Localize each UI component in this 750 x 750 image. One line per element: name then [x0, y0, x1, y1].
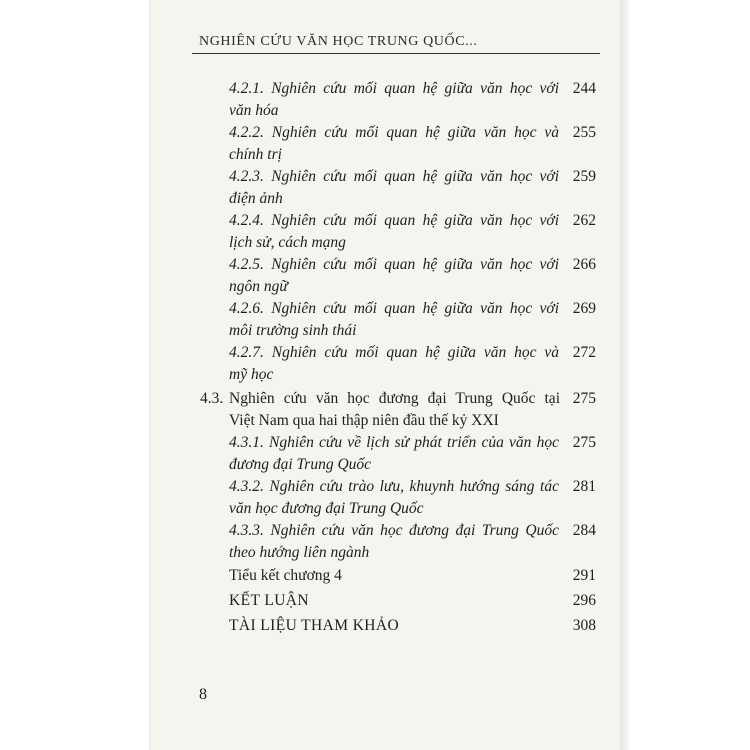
toc-entry-title-line2: theo hướng liên ngành: [229, 544, 370, 561]
toc-entry: [229, 166, 559, 210]
toc-entry: [229, 565, 559, 587]
toc-entry: [229, 342, 559, 386]
toc-entry-title-line2: văn học đương đại Trung Quốc: [229, 500, 424, 517]
toc-entry-title: KẾT LUẬN: [229, 592, 309, 609]
toc-entry-title-line2: đương đại Trung Quốc: [229, 456, 372, 473]
toc-entry-title-line2: Việt Nam qua hai thập niên đầu thế kỷ XXI: [229, 412, 499, 429]
toc-entry-page: 269: [572, 300, 596, 317]
toc-entry-title: Tiểu kết chương 4: [229, 567, 342, 584]
toc-entry-title-line1: 4.3.3. Nghiên cứu văn học đương đại Trung Quốc: [229, 522, 559, 539]
toc-entry-title-line1: 4.3.1. Nghiên cứu về lịch sử phát triển của văn học: [229, 434, 559, 451]
toc-section-entry: [200, 388, 560, 410]
toc-entry-title-line2: điện ảnh: [229, 190, 283, 207]
toc-entry: [229, 432, 559, 476]
toc-entry-title-line2: văn hóa: [229, 102, 279, 119]
toc-entry: [229, 520, 559, 564]
toc-entry: [229, 615, 559, 637]
toc-entry-page: 275: [572, 434, 596, 451]
toc-entry-page: 308: [572, 617, 596, 634]
toc-entry-title-line1: 4.2.4. Nghiên cứu mối quan hệ giữa văn học với: [229, 212, 559, 229]
toc-entry-title-line2: mỹ học: [229, 366, 274, 383]
toc-entry-page: 275: [572, 390, 596, 407]
header-rule: [192, 53, 600, 54]
toc-section-number: 4.3.: [200, 390, 224, 407]
page-number: 8: [199, 686, 207, 703]
toc-entry-title-line1: [200, 388, 560, 410]
toc-entry-page: 296: [572, 592, 596, 609]
toc-entry-title-line1: 4.2.6. Nghiên cứu mối quan hệ giữa văn học với: [229, 300, 559, 317]
toc-entry-title-line1: 4.2.5. Nghiên cứu mối quan hệ giữa văn học với: [229, 256, 559, 273]
toc-entry: [229, 122, 559, 166]
toc-entry: [229, 210, 559, 254]
toc-entry-title-line1: 4.2.7. Nghiên cứu mối quan hệ giữa văn học và: [229, 344, 559, 361]
toc-entry-title-line2: chính trị: [229, 146, 282, 163]
toc-entry-page: 259: [572, 168, 596, 185]
toc-entry-page: 291: [572, 567, 596, 584]
toc-entry-title: TÀI LIỆU THAM KHẢO: [229, 617, 400, 634]
page-edge-shadow: [620, 0, 632, 750]
toc-entry-title-line1: 4.3.2. Nghiên cứu trào lưu, khuynh hướng sáng tác: [229, 478, 559, 495]
toc-entry-page: 272: [572, 344, 596, 361]
toc-entry-page: 284: [572, 522, 596, 539]
toc-entry-page: 266: [572, 256, 596, 273]
toc-entry-page: 244: [572, 80, 596, 97]
toc-entry: [229, 590, 559, 612]
toc-section-title: Nghiên cứu văn học đương đại Trung Quốc tại: [229, 390, 560, 407]
toc-entry-title-line1: 4.2.2. Nghiên cứu mối quan hệ giữa văn học và: [229, 124, 559, 141]
toc-entry-title-line2: ngôn ngữ: [229, 278, 288, 295]
running-head: NGHIÊN CỨU VĂN HỌC TRUNG QUỐC...: [199, 34, 478, 49]
toc-entry: [229, 254, 559, 298]
toc-entry: [229, 78, 559, 122]
toc-entry-page: 262: [572, 212, 596, 229]
toc-entry: [229, 476, 559, 520]
toc-entry-page: 255: [572, 124, 596, 141]
toc-entry: [229, 298, 559, 342]
toc-entry-title-line2: lịch sử, cách mạng: [229, 234, 346, 251]
toc-entry-title-line1: 4.2.1. Nghiên cứu mối quan hệ giữa văn học với: [229, 80, 559, 97]
toc-entry-title-line1: 4.2.3. Nghiên cứu mối quan hệ giữa văn học với: [229, 168, 559, 185]
toc-entry-page: 281: [572, 478, 596, 495]
toc-section-entry-cont: [229, 410, 559, 432]
toc-entry-title-line2: môi trường sinh thái: [229, 322, 357, 339]
